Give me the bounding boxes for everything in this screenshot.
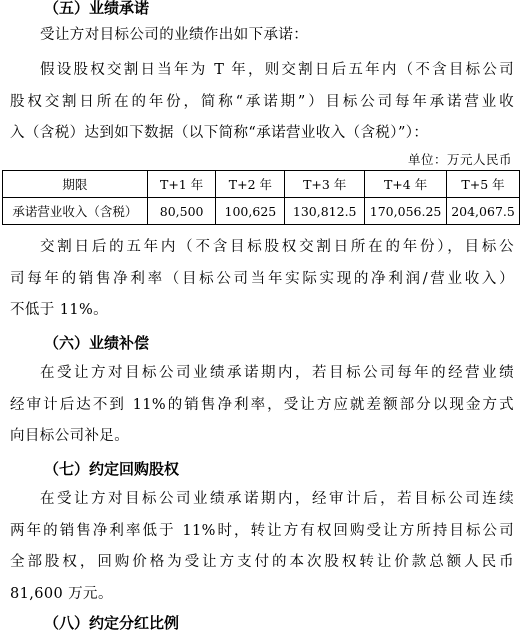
section-5-after-line-3: 不低于 11%。 xyxy=(10,302,109,318)
section-6-heading: （六）业绩补偿 xyxy=(44,334,150,352)
section-7-line-3: 全部股权，回购价格为受让方支付的本次股权转让价款总额人民币 xyxy=(10,554,514,570)
section-5-heading: （五）业绩承诺 xyxy=(44,0,150,17)
section-5-paragraph-line-3: 入（含税）达到如下数据（以下简称“承诺营业收入（含税）”）： xyxy=(10,125,429,141)
section-5-paragraph xyxy=(10,55,514,150)
section-5-paragraph-line-2: 股权交割日所在的年份，简称“承诺期”）目标公司每年承诺营业收 xyxy=(10,93,514,110)
table-header-cell: T+2 年 xyxy=(216,171,285,198)
section-7-line-2: 两年的销售净利率低于 11%时，转让方有权回购受让方所持目标公司 xyxy=(10,522,514,539)
table-unit-label: 单位：万元人民币 xyxy=(407,152,512,167)
table-header-row xyxy=(3,171,520,198)
section-7-heading: （七）约定回购股权 xyxy=(44,460,180,478)
table-header-cell: T+1 年 xyxy=(147,171,216,198)
section-8-heading: （八）约定分红比例 xyxy=(44,614,180,632)
table-cell: 170,056.25 xyxy=(365,198,447,225)
section-7-line-4: 81,600 万元。 xyxy=(10,585,113,602)
table-header-cell: 期限 xyxy=(3,171,148,198)
table-header-cell: T+5 年 xyxy=(447,171,520,198)
table-header-cell: T+4 年 xyxy=(365,171,447,198)
revenue-commitment-table xyxy=(2,170,520,225)
section-5-paragraph-line-1: 假设股权交割日当年为 T 年，则交割日后五年内（不含目标公司 xyxy=(40,62,514,78)
table-cell: 80,500 xyxy=(147,198,216,225)
section-5-after-line-1: 交割日后的五年内（不含目标股权交割日所在的年份），目标公 xyxy=(40,239,514,255)
section-5-intro xyxy=(10,20,514,52)
section-5-after-line-2: 司每年的销售净利率（目标公司当年实际实现的净利润/营业收入） xyxy=(10,270,514,287)
section-6-line-1: 在受让方对目标公司业绩承诺期内，若目标公司每年的经营业绩 xyxy=(40,365,514,381)
section-7-line-1: 在受让方对目标公司业绩承诺期内，经审计后，若目标公司连续 xyxy=(40,491,514,507)
section-7-paragraph xyxy=(10,484,514,610)
section-6-line-3: 向目标公司补足。 xyxy=(10,428,130,444)
table-cell: 130,812.5 xyxy=(285,198,365,225)
table-cell: 承诺营业收入（含税） xyxy=(3,198,148,225)
table-row xyxy=(3,198,520,225)
section-6-paragraph xyxy=(10,358,514,453)
table-cell: 204,067.5 xyxy=(447,198,520,225)
section-5-after-paragraph xyxy=(10,232,514,327)
section-5-intro-line: 受让方对目标公司的业绩作出如下承诺： xyxy=(40,27,309,43)
section-6-line-2: 经审计后达不到 11%的销售净利率，受让方应就差额部分以现金方式 xyxy=(10,396,514,413)
table-cell: 100,625 xyxy=(216,198,285,225)
table-header-cell: T+3 年 xyxy=(285,171,365,198)
